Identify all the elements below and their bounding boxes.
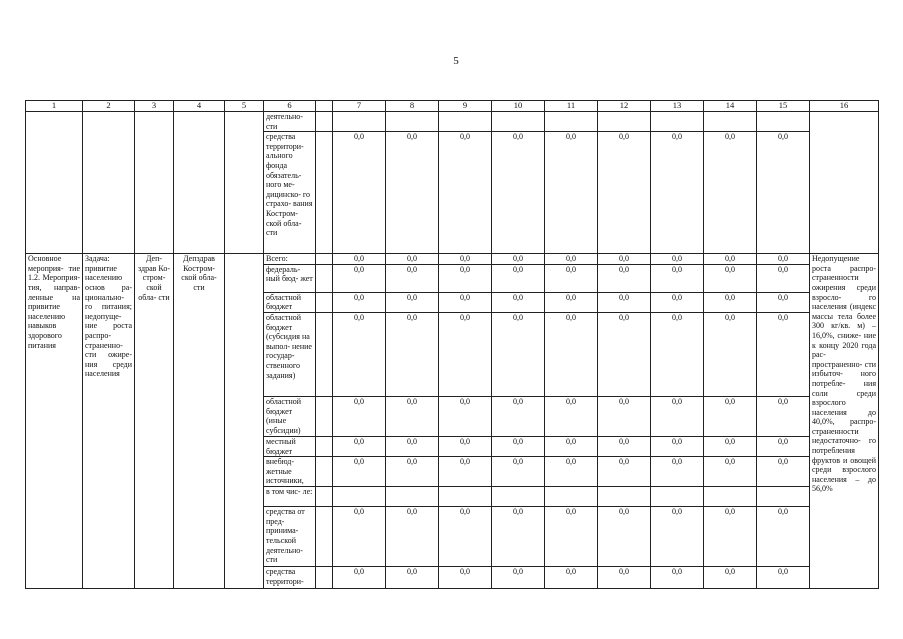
funding-source: областной бюджет bbox=[264, 292, 316, 312]
funding-source: деятельно- сти bbox=[264, 112, 316, 132]
value-cell: 0,0 bbox=[333, 312, 386, 396]
value-cell: 0,0 bbox=[757, 292, 810, 312]
table-row bbox=[26, 112, 879, 132]
table-row bbox=[26, 254, 879, 265]
col-header: 7 bbox=[333, 101, 386, 112]
value-cell: 0,0 bbox=[651, 507, 704, 567]
value-cell: 0,0 bbox=[386, 264, 439, 292]
value-cell: 0,0 bbox=[598, 132, 651, 254]
value-cell bbox=[333, 112, 386, 132]
header-row bbox=[26, 101, 879, 112]
value-cell: 0,0 bbox=[333, 292, 386, 312]
value-cell: 0,0 bbox=[651, 264, 704, 292]
col-header: 14 bbox=[704, 101, 757, 112]
value-cell: 0,0 bbox=[386, 396, 439, 436]
value-cell: 0,0 bbox=[439, 567, 492, 589]
value-cell: 0,0 bbox=[545, 396, 598, 436]
value-cell: 0,0 bbox=[545, 312, 598, 396]
value-cell bbox=[492, 112, 545, 132]
value-cell: 0,0 bbox=[704, 132, 757, 254]
value-cell bbox=[757, 112, 810, 132]
value-cell: 0,0 bbox=[651, 312, 704, 396]
funding-source: областной бюджет (субсидия на выпол- нение государ- ственного задания) bbox=[264, 312, 316, 396]
value-cell: 0,0 bbox=[598, 507, 651, 567]
value-cell: 0,0 bbox=[386, 507, 439, 567]
col-header: 11 bbox=[545, 101, 598, 112]
col-header: 13 bbox=[651, 101, 704, 112]
value-cell: 0,0 bbox=[598, 254, 651, 265]
col-header: 9 bbox=[439, 101, 492, 112]
value-cell: 0,0 bbox=[757, 254, 810, 265]
value-cell: 0,0 bbox=[545, 457, 598, 487]
spacer-cell bbox=[316, 132, 333, 254]
funding-source: областной бюджет (иные субсидии) bbox=[264, 396, 316, 436]
funding-table bbox=[25, 100, 879, 589]
spacer-cell bbox=[316, 264, 333, 292]
funding-source: средства от пред- принима- тельской деятельно- сти bbox=[264, 507, 316, 567]
funding-source: средства территори- bbox=[264, 567, 316, 589]
value-cell bbox=[757, 487, 810, 507]
cont-col1 bbox=[26, 112, 83, 254]
value-cell: 0,0 bbox=[439, 507, 492, 567]
value-cell: 0,0 bbox=[333, 436, 386, 456]
value-cell: 0,0 bbox=[651, 436, 704, 456]
value-cell: 0,0 bbox=[757, 264, 810, 292]
cont-col3 bbox=[135, 112, 174, 254]
value-cell: 0,0 bbox=[492, 312, 545, 396]
value-cell: 0,0 bbox=[492, 567, 545, 589]
spacer-cell bbox=[316, 396, 333, 436]
value-cell: 0,0 bbox=[386, 457, 439, 487]
funding-source: местный бюджет bbox=[264, 436, 316, 456]
value-cell bbox=[651, 112, 704, 132]
value-cell: 0,0 bbox=[598, 396, 651, 436]
value-cell: 0,0 bbox=[439, 132, 492, 254]
value-cell: 0,0 bbox=[704, 312, 757, 396]
co-executor: Депздрав Костром- ской обла- сти bbox=[174, 254, 225, 589]
value-cell: 0,0 bbox=[598, 567, 651, 589]
value-cell: 0,0 bbox=[545, 264, 598, 292]
value-cell: 0,0 bbox=[757, 132, 810, 254]
value-cell bbox=[598, 487, 651, 507]
value-cell: 0,0 bbox=[492, 507, 545, 567]
value-cell: 0,0 bbox=[598, 457, 651, 487]
spacer-cell bbox=[316, 457, 333, 487]
value-cell: 0,0 bbox=[439, 436, 492, 456]
value-cell: 0,0 bbox=[492, 254, 545, 265]
value-cell: 0,0 bbox=[333, 457, 386, 487]
measure-task: Задача: привитие населению основ ра- ционально- го питания; недопуще- ние роста распро- страненно- сти ожире- ния среди населения bbox=[83, 254, 135, 589]
value-cell bbox=[333, 487, 386, 507]
page-number: 5 bbox=[453, 55, 459, 67]
value-cell: 0,0 bbox=[386, 292, 439, 312]
value-cell: 0,0 bbox=[704, 457, 757, 487]
value-cell: 0,0 bbox=[757, 396, 810, 436]
funding-source: средства территори- ального фонда обязатель- ного ме- дицинско- го страхо- вания Костром- ской обла- сти bbox=[264, 132, 316, 254]
value-cell: 0,0 bbox=[651, 396, 704, 436]
value-cell: 0,0 bbox=[333, 254, 386, 265]
spacer-cell bbox=[316, 507, 333, 567]
value-cell: 0,0 bbox=[651, 132, 704, 254]
spacer-cell bbox=[316, 312, 333, 396]
spacer-cell bbox=[316, 436, 333, 456]
value-cell: 0,0 bbox=[333, 567, 386, 589]
col-header: 2 bbox=[83, 101, 135, 112]
value-cell bbox=[439, 487, 492, 507]
col-header: 8 bbox=[386, 101, 439, 112]
value-cell: 0,0 bbox=[598, 436, 651, 456]
value-cell: 0,0 bbox=[333, 396, 386, 436]
value-cell: 0,0 bbox=[598, 264, 651, 292]
value-cell: 0,0 bbox=[757, 312, 810, 396]
value-cell: 0,0 bbox=[439, 264, 492, 292]
value-cell bbox=[386, 112, 439, 132]
value-cell: 0,0 bbox=[757, 507, 810, 567]
value-cell bbox=[598, 112, 651, 132]
value-cell bbox=[439, 112, 492, 132]
funding-source: внебюд- жетные источники, bbox=[264, 457, 316, 487]
value-cell: 0,0 bbox=[492, 396, 545, 436]
cont-col5 bbox=[225, 112, 264, 254]
value-cell bbox=[651, 487, 704, 507]
value-cell: 0,0 bbox=[386, 436, 439, 456]
value-cell bbox=[545, 487, 598, 507]
measure-title: Основное мероприя- тие 1.2. Мероприя- тия, направ- ленные на привитие населению навыков здорового питания bbox=[26, 254, 83, 589]
value-cell: 0,0 bbox=[386, 312, 439, 396]
value-cell: 0,0 bbox=[439, 312, 492, 396]
col-header: 12 bbox=[598, 101, 651, 112]
value-cell bbox=[492, 487, 545, 507]
spacer-cell bbox=[316, 112, 333, 132]
cont-col2 bbox=[83, 112, 135, 254]
value-cell: 0,0 bbox=[439, 254, 492, 265]
value-cell: 0,0 bbox=[757, 457, 810, 487]
spacer-cell bbox=[316, 292, 333, 312]
value-cell: 0,0 bbox=[333, 264, 386, 292]
value-cell: 0,0 bbox=[492, 264, 545, 292]
value-cell: 0,0 bbox=[704, 264, 757, 292]
col-header: 15 bbox=[757, 101, 810, 112]
value-cell: 0,0 bbox=[439, 396, 492, 436]
value-cell: 0,0 bbox=[333, 132, 386, 254]
value-cell: 0,0 bbox=[439, 292, 492, 312]
cont-col4 bbox=[174, 112, 225, 254]
value-cell: 0,0 bbox=[545, 436, 598, 456]
value-cell: 0,0 bbox=[651, 292, 704, 312]
value-cell: 0,0 bbox=[704, 436, 757, 456]
value-cell: 0,0 bbox=[492, 132, 545, 254]
value-cell: 0,0 bbox=[492, 457, 545, 487]
value-cell: 0,0 bbox=[492, 436, 545, 456]
value-cell: 0,0 bbox=[439, 457, 492, 487]
value-cell: 0,0 bbox=[704, 507, 757, 567]
value-cell: 0,0 bbox=[386, 567, 439, 589]
value-cell: 0,0 bbox=[704, 396, 757, 436]
col-header bbox=[316, 101, 333, 112]
value-cell: 0,0 bbox=[598, 312, 651, 396]
value-cell: 0,0 bbox=[545, 507, 598, 567]
value-cell bbox=[704, 112, 757, 132]
value-cell: 0,0 bbox=[704, 254, 757, 265]
value-cell: 0,0 bbox=[598, 292, 651, 312]
value-cell: 0,0 bbox=[651, 457, 704, 487]
value-cell: 0,0 bbox=[545, 132, 598, 254]
funding-source: в том чис- ле: bbox=[264, 487, 316, 507]
value-cell: 0,0 bbox=[704, 567, 757, 589]
value-cell: 0,0 bbox=[333, 507, 386, 567]
value-cell: 0,0 bbox=[757, 567, 810, 589]
expected-result: Недопущение роста распро- страненности ожирения среди взросло- го населения (индекс массы тела более 300 кг/кв. м) – 16,0%, сниже- ние к концу 2020 года рас- пространенно- сти избыточ- ного потребле- ния соли среди взрослого населения до 40,0%, распро- страненности недостаточно- го потребления фруктов и овощей среди взрослого населения – до 56,0% bbox=[810, 254, 879, 589]
col-header: 5 bbox=[225, 101, 264, 112]
value-cell bbox=[386, 487, 439, 507]
spacer-cell bbox=[316, 567, 333, 589]
value-cell bbox=[545, 112, 598, 132]
spacer-cell bbox=[316, 254, 333, 265]
spacer-cell bbox=[316, 487, 333, 507]
col-header: 10 bbox=[492, 101, 545, 112]
value-cell: 0,0 bbox=[651, 254, 704, 265]
notes-cell bbox=[810, 112, 879, 254]
value-cell: 0,0 bbox=[545, 292, 598, 312]
col-header: 16 bbox=[810, 101, 879, 112]
value-cell: 0,0 bbox=[492, 292, 545, 312]
value-cell: 0,0 bbox=[386, 132, 439, 254]
period-cell bbox=[225, 254, 264, 589]
funding-source: федераль- ный бюд- жет bbox=[264, 264, 316, 292]
value-cell: 0,0 bbox=[757, 436, 810, 456]
value-cell: 0,0 bbox=[545, 254, 598, 265]
value-cell: 0,0 bbox=[651, 567, 704, 589]
value-cell bbox=[704, 487, 757, 507]
value-cell: 0,0 bbox=[386, 254, 439, 265]
col-header: 6 bbox=[264, 101, 316, 112]
col-header: 1 bbox=[26, 101, 83, 112]
col-header: 4 bbox=[174, 101, 225, 112]
value-cell: 0,0 bbox=[545, 567, 598, 589]
value-cell: 0,0 bbox=[704, 292, 757, 312]
col-header: 3 bbox=[135, 101, 174, 112]
funding-source: Всего: bbox=[264, 254, 316, 265]
responsible-executor: Деп- здрав Ко- стром- ской обла- сти bbox=[135, 254, 174, 589]
